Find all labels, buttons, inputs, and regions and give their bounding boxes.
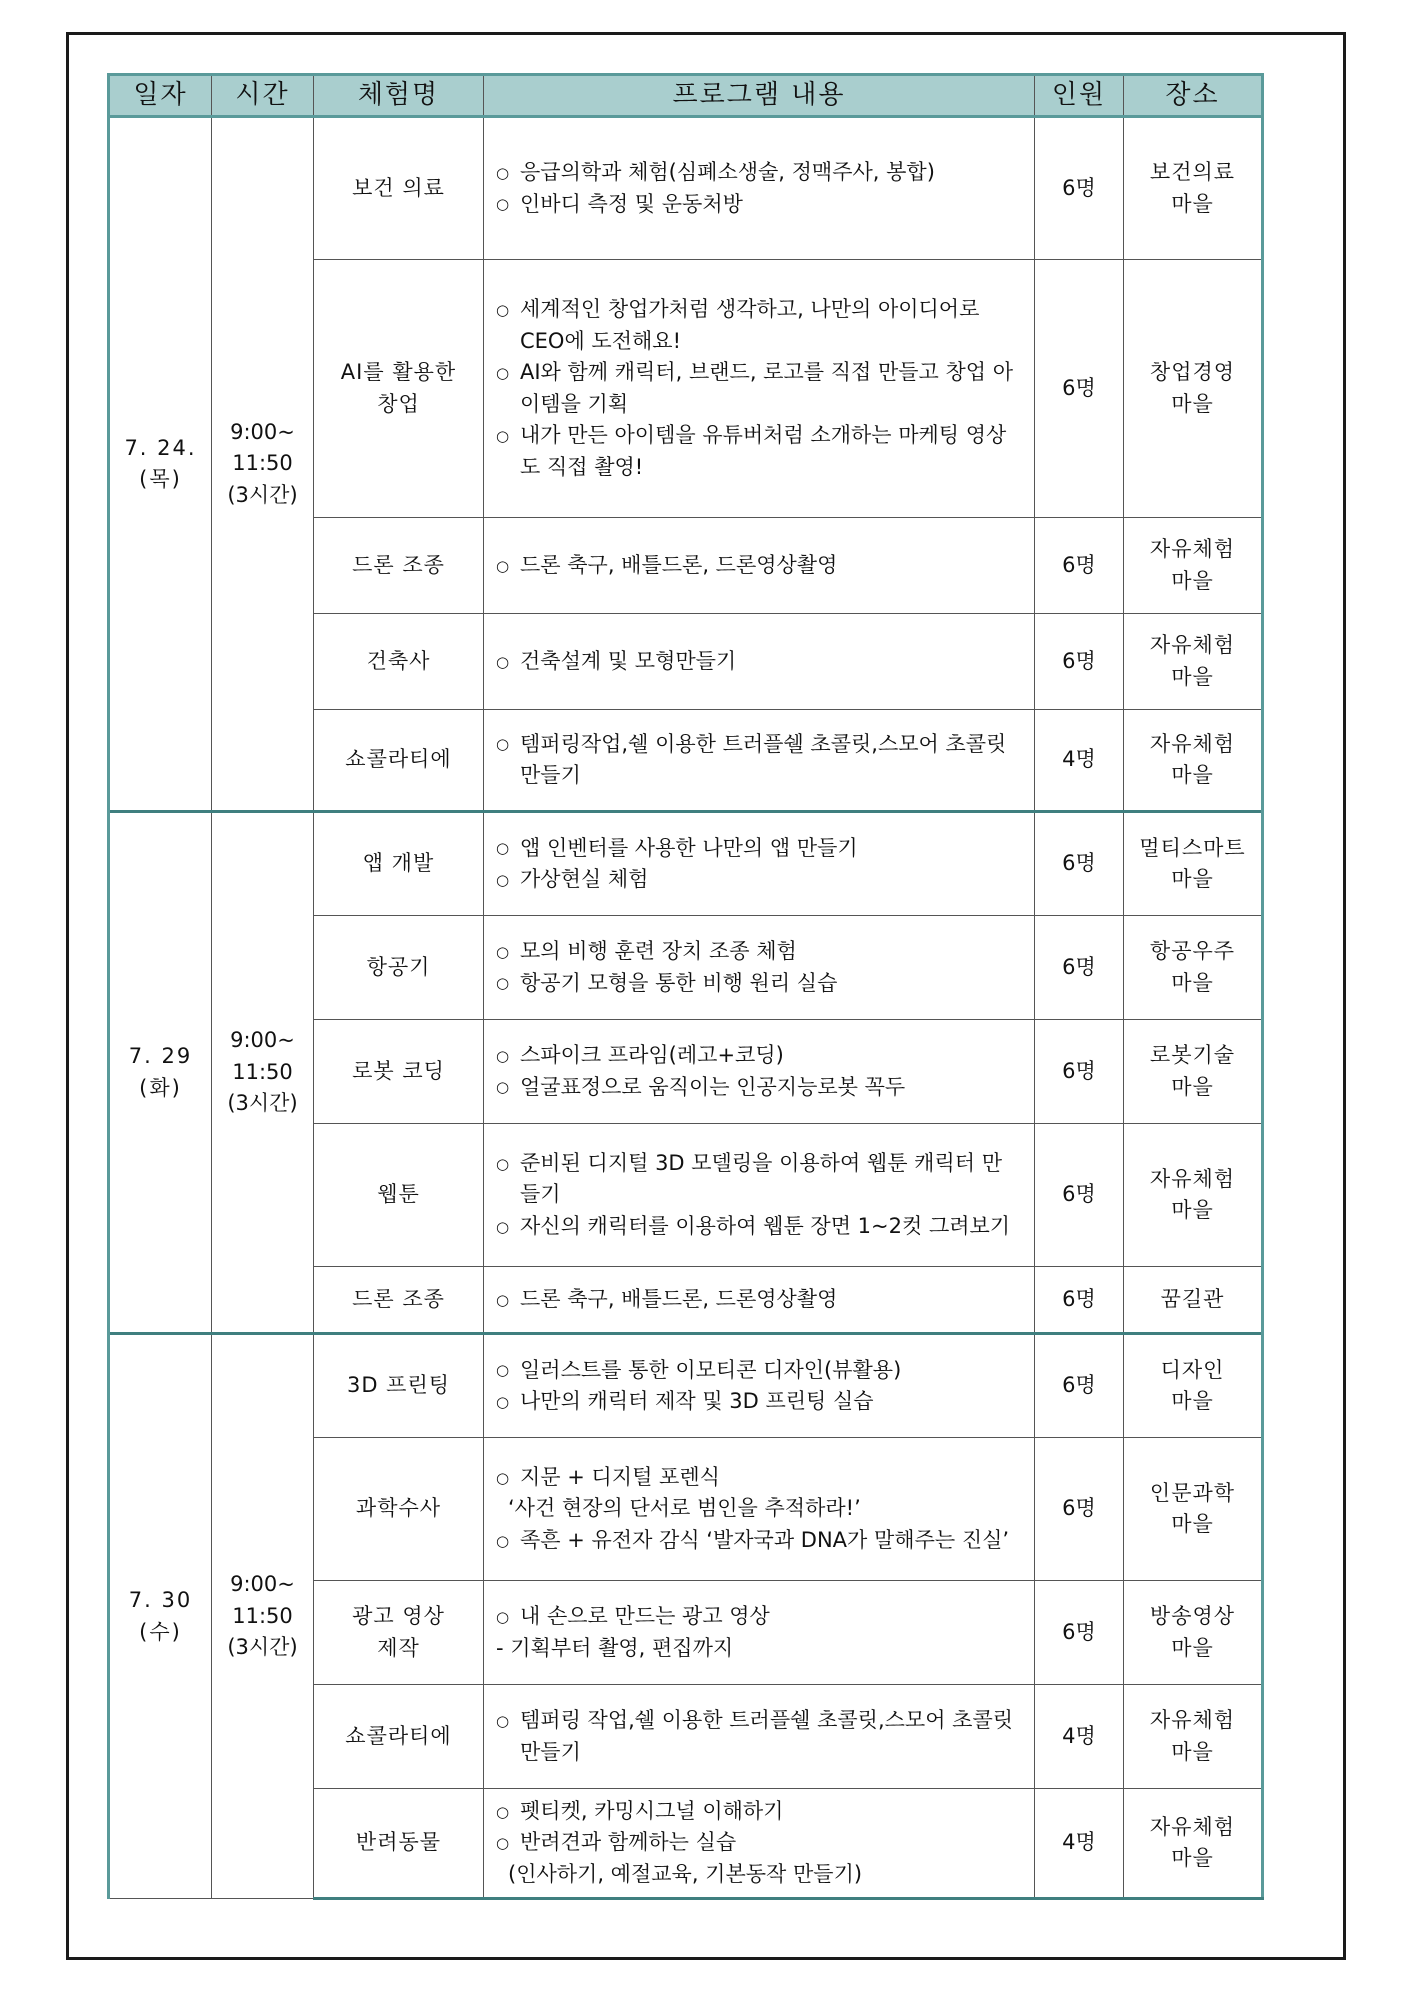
program-name: 창업 (377, 391, 420, 416)
header-count: 인원 (1035, 75, 1124, 117)
count-cell: 4명 (1035, 710, 1124, 812)
content-text: 준비된 디지털 3D 모델링을 이용하여 웹툰 캐릭터 만들기 (520, 1150, 1002, 1207)
place-text: 인문과학 (1149, 1480, 1236, 1505)
program-name: 건축사 (366, 648, 431, 673)
date-text: 7. 30 (128, 1588, 193, 1612)
bullet-icon: ○ (496, 974, 510, 993)
place-cell (1124, 916, 1263, 1020)
content-line (496, 833, 1022, 865)
content-line (496, 189, 1022, 221)
program-content-cell (484, 916, 1035, 1020)
count-cell: 6명 (1035, 1438, 1124, 1581)
place-text: 마을 (1171, 763, 1214, 787)
program-name-cell (314, 1124, 484, 1267)
place-text: 마을 (1171, 1846, 1214, 1870)
content-text: 건축설계 및 모형만들기 (520, 648, 737, 673)
count-cell: 6명 (1035, 916, 1124, 1020)
program-content-cell (484, 1581, 1035, 1685)
content-text: 앱 인벤터를 사용한 나만의 앱 만들기 (520, 835, 858, 860)
content-text: 내가 만든 아이템을 유튜버처럼 소개하는 마케팅 영상도 직접 촬영! (520, 423, 1007, 479)
content-text: 나만의 캐릭터 제작 및 3D 프린팅 실습 (520, 1389, 874, 1413)
bullet-icon: ○ (496, 652, 510, 671)
program-name: 드론 조종 (352, 552, 445, 577)
content-text: AI와 함께 캐릭터, 브랜드, 로고를 직접 만들고 창업 아이템을 기획 (520, 360, 1014, 416)
place-cell (1124, 1789, 1263, 1899)
place-cell (1124, 1124, 1263, 1267)
count-cell: 6명 (1035, 518, 1124, 614)
program-content-cell (484, 260, 1035, 518)
time-end: 11:50 (232, 451, 293, 476)
content-line (496, 294, 1022, 357)
content-text: - 기획부터 촬영, 편집까지 (496, 1635, 734, 1660)
content-text: 일러스트를 통한 이모티콘 디자인(뷰활용) (520, 1357, 902, 1382)
program-name-cell (314, 710, 484, 812)
program-content-cell (484, 1438, 1035, 1581)
count-cell: 4명 (1035, 1789, 1124, 1899)
count-cell: 6명 (1035, 614, 1124, 710)
count-cell: 6명 (1035, 260, 1124, 518)
bullet-icon: ○ (496, 300, 510, 319)
content-line (496, 1796, 1022, 1828)
content-text: (인사하기, 예절교육, 기본동작 만들기) (508, 1861, 863, 1886)
content-text: 모의 비행 훈련 장치 조종 체험 (520, 939, 797, 963)
date-cell (109, 812, 212, 1334)
program-name: 보건 의료 (352, 175, 445, 200)
content-line (496, 864, 1022, 896)
program-content-cell (484, 1334, 1035, 1438)
time-start: 9:00~ (230, 419, 295, 444)
content-line (496, 357, 1022, 420)
content-line (496, 1601, 1022, 1633)
content-line (496, 1859, 1022, 1891)
place-text: 마을 (1171, 1198, 1214, 1222)
time-end: 11:50 (232, 1603, 293, 1628)
bullet-icon: ○ (496, 735, 510, 754)
place-text: 멀티스마트 (1139, 835, 1246, 860)
bullet-icon: ○ (496, 1217, 510, 1236)
program-content-cell (484, 1789, 1035, 1899)
content-line (496, 936, 1022, 968)
place-text: 마을 (1171, 970, 1214, 995)
content-text: 자신의 캐릭터를 이용하여 웹툰 장면 1~2컷 그려보기 (520, 1213, 1011, 1238)
place-cell (1124, 1267, 1263, 1334)
bullet-icon: ○ (496, 1802, 510, 1821)
bullet-icon: ○ (496, 1154, 510, 1173)
place-cell (1124, 1685, 1263, 1789)
content-text: 가상현실 체험 (520, 867, 649, 891)
count-cell: 6명 (1035, 812, 1124, 916)
program-content-cell (484, 1685, 1035, 1789)
place-cell (1124, 117, 1263, 260)
program-name: 쇼콜라티에 (345, 1723, 452, 1748)
program-name-cell (314, 260, 484, 518)
place-text: 마을 (1171, 191, 1214, 216)
time-end: 11:50 (232, 1059, 293, 1084)
date-text: 7. 24. (124, 435, 197, 460)
place-text: 디자인 (1160, 1357, 1225, 1382)
place-text: 마을 (1171, 391, 1214, 416)
table-row (109, 117, 1263, 260)
program-name: 항공기 (366, 954, 431, 979)
content-text: 드론 축구, 배틀드론, 드론영상촬영 (520, 552, 838, 577)
program-content-cell (484, 614, 1035, 710)
bullet-icon: ○ (496, 1834, 510, 1852)
content-line (496, 646, 1022, 678)
program-content-cell (484, 1020, 1035, 1124)
content-line (496, 729, 1022, 792)
program-name-cell (314, 1789, 484, 1899)
content-text: 인바디 측정 및 운동처방 (520, 191, 743, 216)
content-line (496, 157, 1022, 189)
place-text: 항공우주 (1149, 939, 1236, 963)
content-text: 항공기 모형을 통한 비행 원리 실습 (520, 970, 838, 995)
count-cell: 4명 (1035, 1685, 1124, 1789)
place-text: 마을 (1171, 664, 1214, 689)
program-content-cell (484, 1124, 1035, 1267)
program-schedule-table (107, 73, 1264, 1900)
content-line (496, 1355, 1022, 1387)
place-text: 자유체험 (1149, 633, 1236, 657)
bullet-icon: ○ (496, 942, 510, 961)
program-name-cell (314, 1020, 484, 1124)
bullet-icon: ○ (496, 1361, 510, 1380)
program-content-cell (484, 518, 1035, 614)
content-line (496, 1211, 1022, 1243)
place-cell (1124, 614, 1263, 710)
content-text: 템퍼링 작업,쉘 이용한 트러플쉘 초콜릿,스모어 초콜릿 만들기 (520, 1708, 1014, 1764)
place-text: 마을 (1171, 568, 1214, 593)
content-text: 반려견과 함께하는 실습 (520, 1830, 737, 1855)
place-text: 자유체험 (1149, 731, 1236, 756)
place-text: 마을 (1171, 1074, 1214, 1099)
program-content-cell (484, 812, 1035, 916)
bullet-icon: ○ (496, 1607, 510, 1626)
bullet-icon: ○ (496, 1078, 510, 1097)
weekday-text: (목) (139, 467, 182, 491)
content-text: ‘사건 현장의 단서로 범인을 추적하라!’ (508, 1496, 861, 1521)
content-line (496, 1386, 1022, 1418)
place-text: 보건의료 (1149, 160, 1236, 184)
content-line (496, 1462, 1022, 1494)
content-line (496, 1284, 1022, 1316)
time-start: 9:00~ (230, 1028, 295, 1053)
time-start: 9:00~ (230, 1572, 295, 1597)
place-text: 마을 (1171, 1512, 1214, 1536)
content-line (496, 420, 1022, 483)
place-text: 마을 (1171, 867, 1214, 891)
program-name-cell (314, 117, 484, 260)
place-cell (1124, 710, 1263, 812)
count-cell: 6명 (1035, 1267, 1124, 1334)
time-cell (212, 1334, 314, 1899)
program-name-cell (314, 1438, 484, 1581)
place-text: 마을 (1171, 1635, 1214, 1660)
place-cell (1124, 260, 1263, 518)
bullet-icon: ○ (496, 870, 510, 889)
header-place: 장소 (1124, 75, 1263, 117)
place-text: 자유체험 (1149, 1708, 1236, 1732)
place-text: 마을 (1171, 1739, 1214, 1764)
program-name-cell (314, 518, 484, 614)
program-name-cell (314, 1581, 484, 1685)
program-name: 제작 (377, 1635, 420, 1660)
date-text: 7. 29 (128, 1044, 193, 1068)
bullet-icon: ○ (496, 163, 510, 182)
program-content-cell (484, 117, 1035, 260)
bullet-icon: ○ (496, 195, 510, 214)
content-text: 응급의학과 체험(심폐소생술, 정맥주사, 봉합) (520, 160, 935, 184)
content-text: 스파이크 프라임(레고+코딩) (520, 1043, 784, 1067)
content-text: 내 손으로 만드는 광고 영상 (520, 1604, 770, 1628)
bullet-icon: ○ (496, 1711, 510, 1730)
content-text: 펫티켓, 카밍시그널 이해하기 (520, 1798, 784, 1823)
content-line (496, 968, 1022, 1000)
program-name: 앱 개발 (362, 851, 435, 876)
count-cell: 6명 (1035, 117, 1124, 260)
bullet-icon: ○ (496, 1392, 510, 1411)
table-row (109, 812, 1263, 916)
program-name: 웹툰 (377, 1182, 420, 1207)
place-text: 자유체험 (1149, 537, 1236, 561)
time-cell (212, 117, 314, 812)
place-text: 꿈길관 (1160, 1286, 1225, 1311)
content-line (496, 1525, 1022, 1557)
time-duration: (3시간) (227, 1635, 298, 1660)
place-cell (1124, 1334, 1263, 1438)
program-name: 드론 조종 (352, 1286, 445, 1311)
content-line (496, 1148, 1022, 1211)
program-content-cell (484, 710, 1035, 812)
content-line (496, 550, 1022, 582)
content-line (496, 1827, 1022, 1859)
program-name: 쇼콜라티에 (345, 747, 452, 772)
header-time: 시간 (212, 75, 314, 117)
bullet-icon: ○ (496, 426, 510, 445)
program-name-cell (314, 1334, 484, 1438)
header-content: 프로그램 내용 (484, 75, 1035, 117)
program-name-cell (314, 812, 484, 916)
table-header-row (109, 75, 1263, 117)
count-cell: 6명 (1035, 1124, 1124, 1267)
table-row (109, 1334, 1263, 1438)
program-content-cell (484, 1267, 1035, 1334)
bullet-icon: ○ (496, 363, 510, 382)
place-text: 방송영상 (1149, 1604, 1236, 1628)
weekday-text: (수) (139, 1619, 182, 1644)
bullet-icon: ○ (496, 556, 510, 575)
program-name: 로봇 코딩 (352, 1058, 445, 1083)
bullet-icon: ○ (496, 1290, 510, 1309)
place-text: 로봇기술 (1149, 1043, 1236, 1067)
place-cell (1124, 1581, 1263, 1685)
place-text: 창업경영 (1149, 360, 1236, 384)
bullet-icon: ○ (496, 1468, 510, 1487)
content-line (496, 1040, 1022, 1072)
content-text: 세계적인 창업가처럼 생각하고, 나만의 아이디어로 CEO에 도전해요! (520, 297, 980, 353)
place-cell (1124, 1020, 1263, 1124)
date-cell (109, 1334, 212, 1899)
program-name-cell (314, 916, 484, 1020)
bullet-icon: ○ (496, 1046, 510, 1065)
place-text: 마을 (1171, 1389, 1214, 1413)
program-name-cell (314, 614, 484, 710)
program-name: 광고 영상 (352, 1604, 445, 1628)
program-name: 3D 프린팅 (346, 1373, 451, 1398)
content-line (496, 1072, 1022, 1104)
content-line (496, 1493, 1022, 1525)
program-name-cell (314, 1685, 484, 1789)
weekday-text: (화) (139, 1075, 182, 1100)
count-cell: 6명 (1035, 1020, 1124, 1124)
bullet-icon: ○ (496, 839, 510, 858)
bullet-icon: ○ (496, 1531, 510, 1550)
place-text: 자유체험 (1149, 1166, 1236, 1191)
content-text: 지문 + 디지털 포렌식 (520, 1464, 720, 1489)
date-cell (109, 117, 212, 812)
program-name-cell (314, 1267, 484, 1334)
count-cell: 6명 (1035, 1334, 1124, 1438)
place-text: 자유체험 (1149, 1814, 1236, 1839)
time-duration: (3시간) (227, 1091, 298, 1116)
place-cell (1124, 812, 1263, 916)
time-cell (212, 812, 314, 1334)
content-text: 템퍼링작업,쉘 이용한 트러플쉘 초콜릿,스모어 초콜릿 만들기 (520, 731, 1007, 787)
place-cell (1124, 518, 1263, 614)
content-line (496, 1705, 1022, 1768)
count-cell: 6명 (1035, 1581, 1124, 1685)
time-duration: (3시간) (227, 482, 298, 507)
header-program: 체험명 (314, 75, 484, 117)
content-text: 드론 축구, 배틀드론, 드론영상촬영 (520, 1286, 838, 1311)
content-text: 얼굴표정으로 움직이는 인공지능로봇 꼭두 (520, 1074, 906, 1099)
program-name: 반려동물 (355, 1830, 442, 1855)
header-date: 일자 (109, 75, 212, 117)
content-line (496, 1633, 1022, 1665)
content-text: 족흔 + 유전자 감식 ‘발자국과 DNA가 말해주는 진실’ (520, 1527, 1010, 1552)
program-name: 과학수사 (355, 1496, 442, 1521)
place-cell (1124, 1438, 1263, 1581)
program-name: AI를 활용한 (340, 360, 457, 384)
